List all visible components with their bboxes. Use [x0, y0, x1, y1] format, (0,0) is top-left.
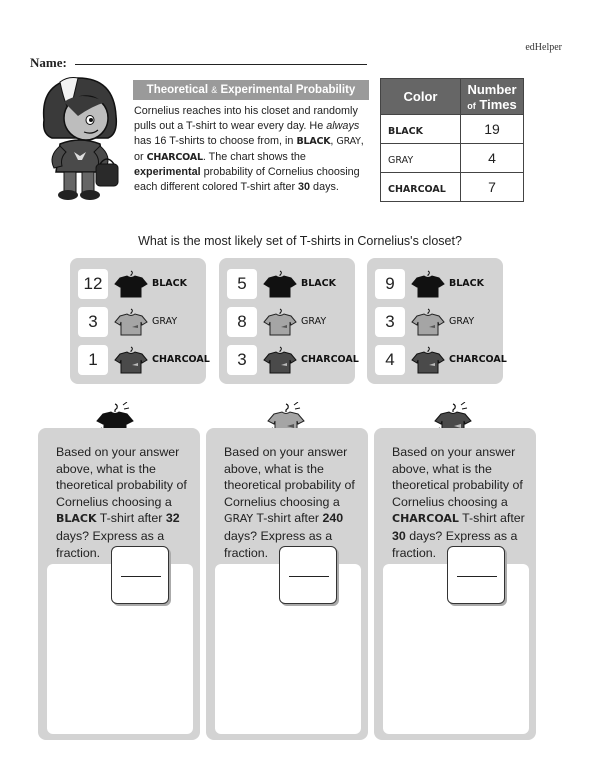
- option-color-label: CHARCOAL: [152, 354, 210, 365]
- option-row: [78, 307, 202, 337]
- fraction-bar: [121, 576, 161, 577]
- intro-text-5: days.: [310, 181, 339, 194]
- brand-mark: edHelper: [525, 42, 562, 53]
- intro-days: 30: [298, 181, 311, 194]
- option-row: [78, 269, 202, 299]
- name-input-line[interactable]: [75, 64, 367, 65]
- option-count: 4: [375, 345, 405, 375]
- table-cell-color: [381, 144, 461, 173]
- row-color-label: GRAY: [388, 155, 414, 166]
- option-row: [227, 269, 351, 299]
- fraction-answer-box[interactable]: [279, 546, 337, 604]
- intro-text-3: . The chart shows the: [202, 150, 306, 163]
- option-color-label: GRAY: [449, 316, 475, 327]
- option-row: [227, 307, 351, 337]
- tshirt-charcoal-icon: [411, 346, 445, 374]
- option-count: 3: [375, 307, 405, 337]
- option-color-label: CHARCOAL: [449, 354, 507, 365]
- fraction-bar: [289, 576, 329, 577]
- work-card-gray: [206, 428, 368, 740]
- work-text-3: days? Express as a fraction.: [56, 528, 165, 560]
- option-color-label: CHARCOAL: [301, 354, 359, 365]
- intro-sep-2: , or: [134, 135, 364, 163]
- option-row: [375, 269, 499, 299]
- table-row: [381, 144, 524, 173]
- intro-text-4: probability of Cornelius choosing each different colored T-shirt after: [134, 165, 360, 194]
- intro-always: always: [326, 120, 360, 133]
- option-card-1[interactable]: [70, 258, 210, 384]
- frequency-table: [380, 78, 524, 202]
- option-row: [375, 345, 507, 375]
- tshirt-black-icon: [114, 270, 148, 298]
- table-cell-color: [381, 173, 461, 202]
- tshirt-black-icon: [263, 270, 297, 298]
- work-color: CHARCOAL: [392, 512, 459, 526]
- tshirt-gray-icon: [114, 308, 148, 336]
- fraction-answer-box[interactable]: [447, 546, 505, 604]
- col-number-line1: Number: [467, 81, 517, 97]
- option-color-label: GRAY: [301, 316, 327, 327]
- col-number-of: of: [467, 100, 476, 111]
- table-row: [381, 173, 524, 202]
- intro-title-amp: &: [211, 85, 218, 95]
- intro-text-2: has 16 T-shirts to choose from, in: [134, 135, 297, 148]
- table-cell-times: 7: [461, 173, 524, 202]
- tshirt-black-icon: [411, 270, 445, 298]
- work-text-2: T-shirt after: [458, 511, 525, 526]
- tshirt-gray-icon: [263, 308, 297, 336]
- row-color-label: CHARCOAL: [388, 184, 446, 195]
- option-count: 3: [78, 307, 108, 337]
- intro-paragraph: [134, 104, 374, 195]
- work-question: [392, 444, 528, 561]
- intro-text-1: Cornelius reaches into his closet and randomly pulls out a T-shirt to wear every day. He: [134, 105, 358, 133]
- intro-title: [133, 80, 369, 100]
- row-color-label: BLACK: [388, 126, 423, 137]
- work-card-charcoal: [374, 428, 536, 740]
- main-question: What is the most likely set of T-shirts in Cornelius's closet?: [138, 234, 462, 248]
- student-mascot: [30, 72, 130, 202]
- intro-color-gray: GRAY: [336, 136, 361, 148]
- table-cell-times: 19: [461, 115, 524, 144]
- option-count: 8: [227, 307, 257, 337]
- option-count: 9: [375, 269, 405, 299]
- option-row: [375, 307, 499, 337]
- work-text-1: Based on your answer above, what is the theoretical probability of Cornelius choosing a: [224, 445, 355, 509]
- work-text-3: days? Express as a fraction.: [392, 528, 518, 560]
- work-days: 32: [165, 511, 180, 526]
- work-days: 30: [392, 528, 406, 543]
- option-card-3[interactable]: [367, 258, 507, 384]
- work-text-2: T-shirt after: [253, 511, 323, 526]
- table-header-row: [381, 79, 524, 115]
- option-count: 3: [227, 345, 257, 375]
- work-color: BLACK: [56, 512, 97, 526]
- option-count: 5: [227, 269, 257, 299]
- col-color-header: Color: [381, 79, 461, 115]
- work-color: GRAY: [224, 512, 254, 526]
- fraction-answer-box[interactable]: [111, 546, 169, 604]
- work-days: 240: [322, 511, 344, 526]
- name-label: Name:: [30, 55, 67, 70]
- fraction-bar: [457, 576, 497, 577]
- table-cell-times: 4: [461, 144, 524, 173]
- option-count: 1: [78, 345, 108, 375]
- option-color-label: BLACK: [301, 278, 336, 289]
- tshirt-gray-icon: [411, 308, 445, 336]
- intro-title-part1: Theoretical: [146, 84, 209, 96]
- option-color-label: GRAY: [152, 316, 178, 327]
- intro-color-black: BLACK: [296, 136, 331, 148]
- work-text-2: T-shirt after: [96, 511, 166, 526]
- col-number-header: [461, 79, 524, 115]
- work-question: [56, 444, 192, 561]
- intro-color-charcoal: CHARCOAL: [146, 151, 203, 163]
- intro-sep-1: ,: [330, 135, 337, 148]
- work-text-1: Based on your answer above, what is the theoretical probability of Cornelius choosing a: [392, 445, 523, 509]
- work-text-1: Based on your answer above, what is the theoretical probability of Cornelius choosing a: [56, 445, 187, 509]
- work-card-black: [38, 428, 200, 740]
- option-color-label: BLACK: [152, 278, 187, 289]
- option-row: [78, 345, 210, 375]
- table-cell-color: [381, 115, 461, 144]
- table-row: [381, 115, 524, 144]
- option-card-2[interactable]: [219, 258, 359, 384]
- intro-experimental: experimental: [134, 165, 201, 178]
- option-row: [227, 345, 359, 375]
- tshirt-charcoal-icon: [263, 346, 297, 374]
- option-count: 12: [78, 269, 108, 299]
- intro-title-part2: Experimental Probability: [220, 84, 356, 96]
- col-number-line2: Times: [479, 96, 517, 112]
- tshirt-charcoal-icon: [114, 346, 148, 374]
- work-text-3: days? Express as a fraction.: [224, 528, 333, 560]
- work-question: [224, 444, 360, 561]
- option-color-label: BLACK: [449, 278, 484, 289]
